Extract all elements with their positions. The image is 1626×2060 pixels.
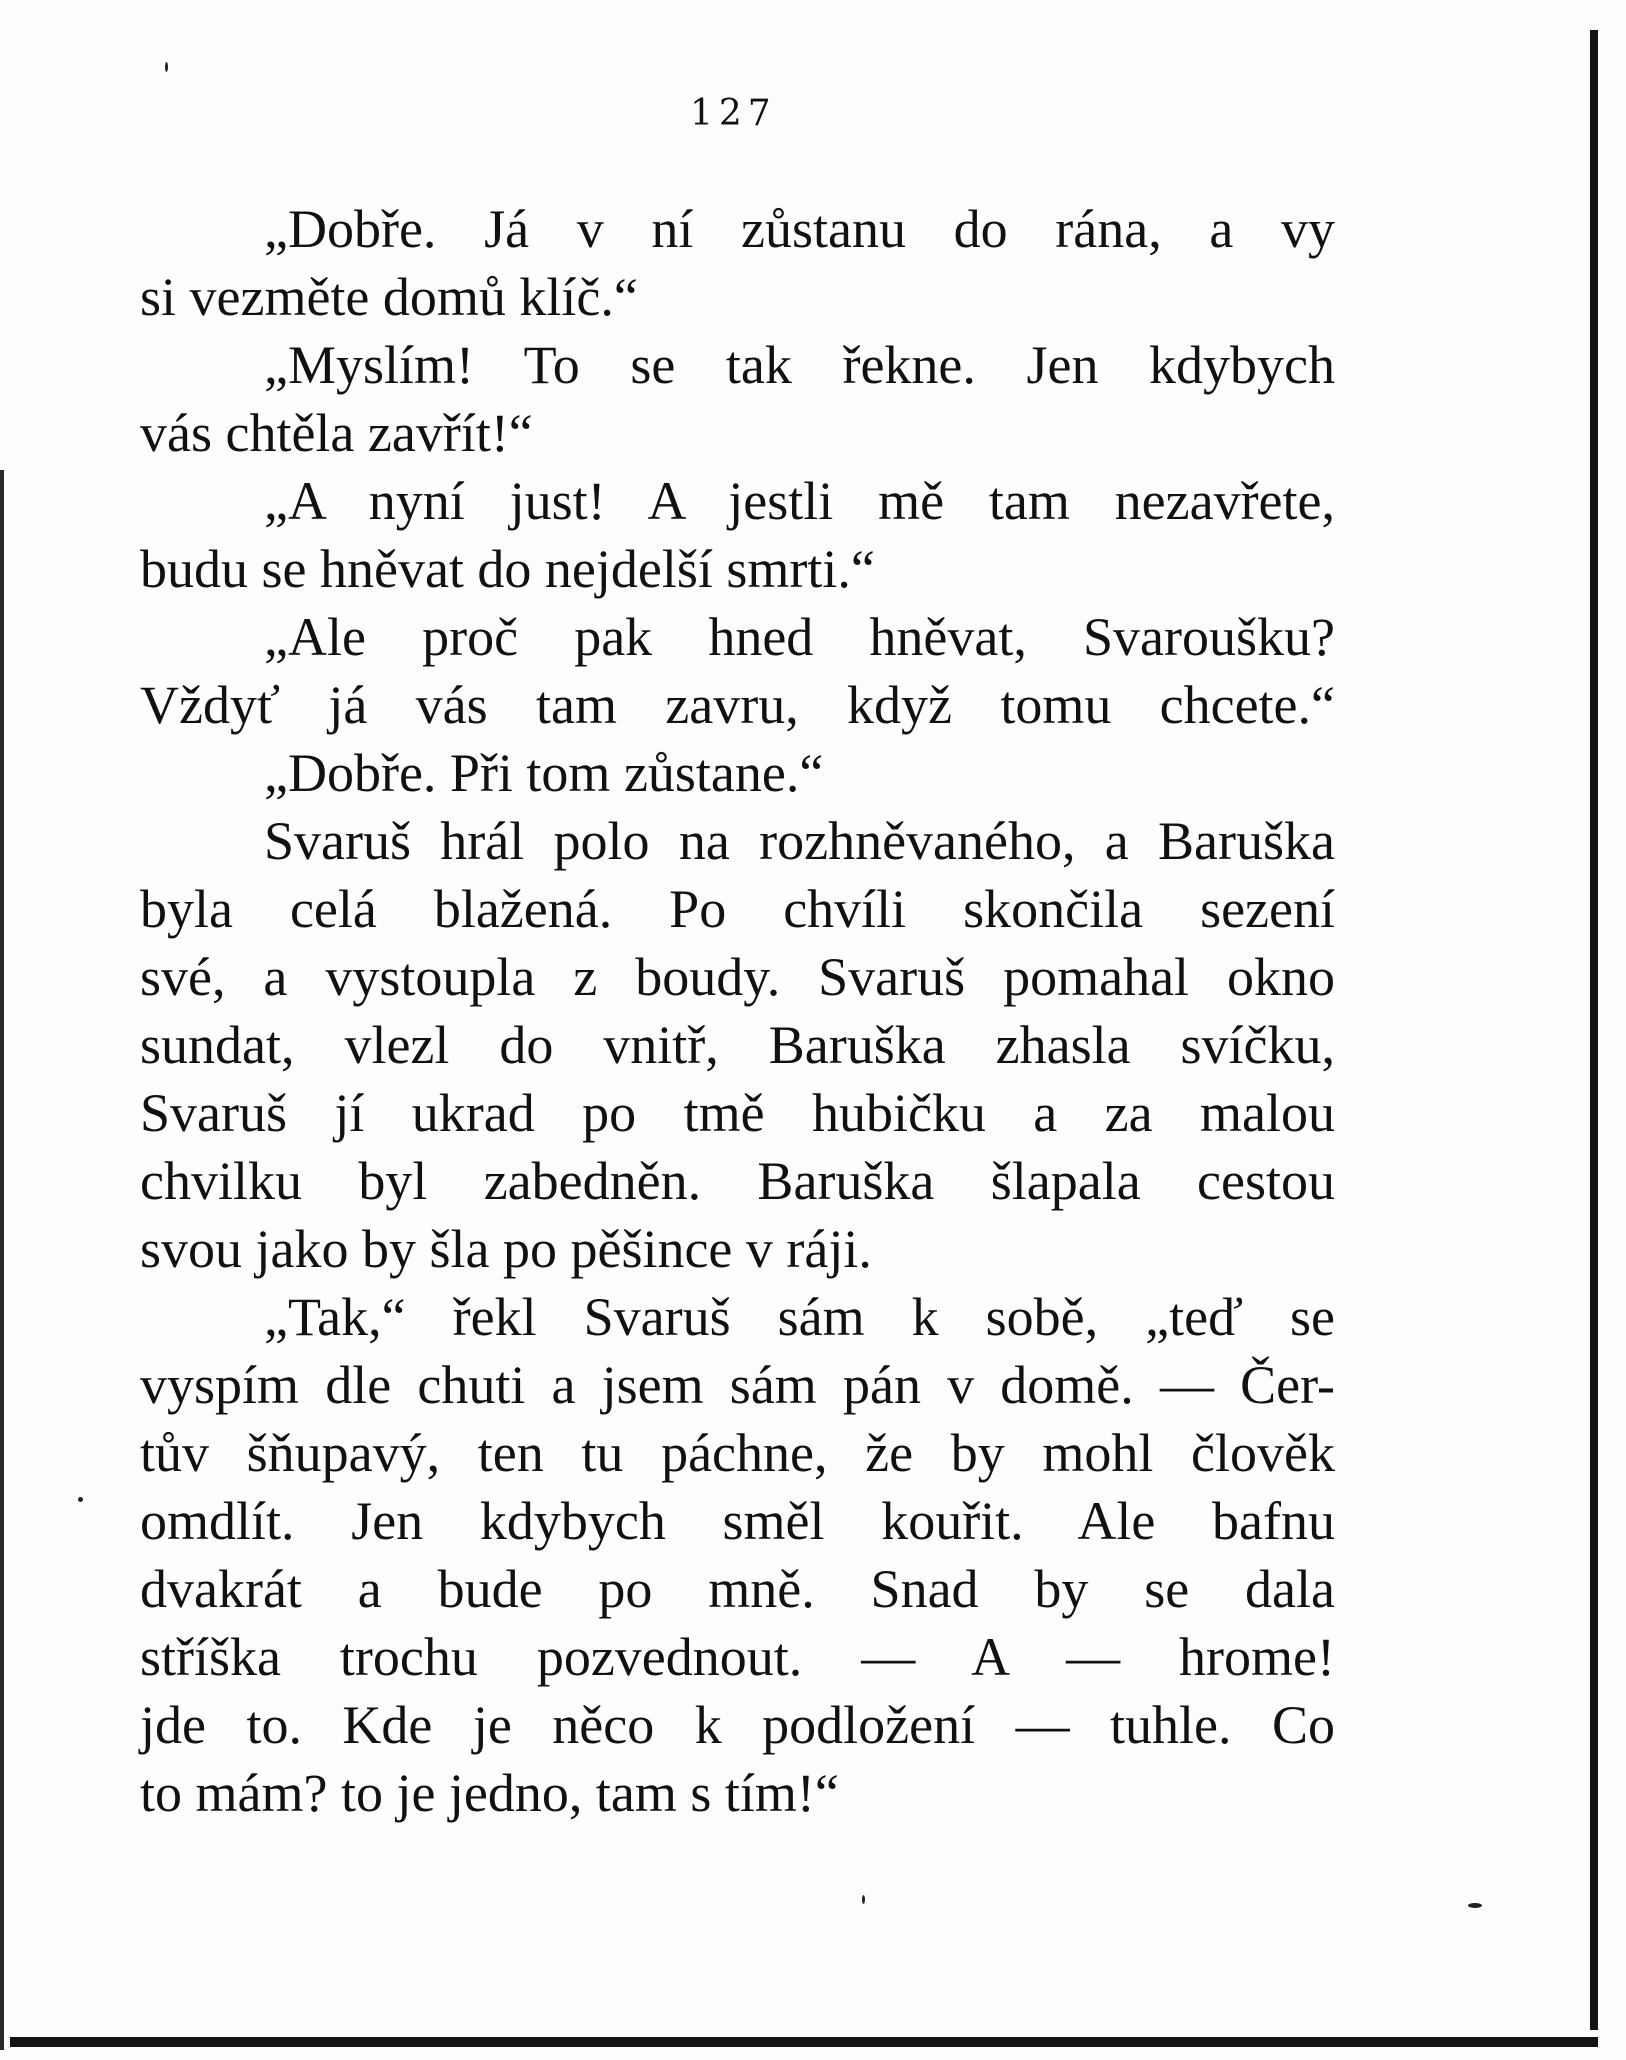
text-line: Svaruš jí ukrad po tmě hubičku a za malou: [140, 1083, 1335, 1143]
text-line: to mám? to je jedno, tam s tím!“: [140, 1763, 839, 1823]
text-line: „Myslím! To se tak řekne. Jen kdybych: [264, 335, 1335, 395]
text-line: „Tak,“ řekl Svaruš sám k sobě, „teď se: [264, 1287, 1335, 1347]
scan-speck: [165, 62, 168, 72]
scan-speck: [1468, 1903, 1482, 1908]
text-line: chvilku byl zabedněn. Baruška šlapala cestou: [140, 1151, 1335, 1211]
page-number: 127: [690, 93, 777, 134]
text-line: sundat, vlezl do vnitř, Baruška zhasla svíčku,: [140, 1015, 1335, 1075]
text-line: stříška trochu pozvednout. — A — hrome!: [140, 1627, 1335, 1687]
text-line: vyspím dle chuti a jsem sám pán v domě. — Čer-: [140, 1355, 1335, 1415]
text-line: budu se hněvat do nejdelší smrti.“: [140, 539, 875, 599]
text-line: „Dobře. Já v ní zůstanu do rána, a vy: [264, 199, 1335, 259]
scan-border-bottom: [10, 2037, 1598, 2047]
text-line: „A nyní just! A jestli mě tam nezavřete,: [264, 471, 1335, 531]
text-line: Svaruš hrál polo na rozhněvaného, a Baruška: [264, 811, 1335, 871]
scan-speck: [862, 1895, 865, 1904]
text-line: své, a vystoupla z boudy. Svaruš pomahal okno: [140, 947, 1335, 1007]
text-line: svou jako by šla po pěšince v ráji.: [140, 1219, 872, 1279]
text-line: vás chtěla zavřít!“: [140, 403, 533, 463]
text-line: „Ale proč pak hned hněvat, Svaroušku?: [264, 607, 1335, 667]
text-line: tův šňupavý, ten tu páchne, že by mohl člověk: [140, 1423, 1335, 1483]
text-line: Vždyť já vás tam zavru, když tomu chcete.“: [140, 675, 1335, 735]
scan-border-left: [0, 470, 4, 2050]
text-line: jde to. Kde je něco k podložení — tuhle. Co: [140, 1695, 1335, 1755]
text-line: byla celá blažená. Po chvíli skončila sezení: [140, 879, 1335, 939]
scan-border-right: [1590, 30, 1598, 2030]
text-line: si vezměte domů klíč.“: [140, 267, 638, 327]
body-text: [140, 195, 1335, 1827]
text-line: omdlít. Jen kdybych směl kouřit. Ale bafnu: [140, 1491, 1335, 1551]
text-line: „Dobře. Při tom zůstane.“: [264, 743, 824, 803]
text-line: dvakrát a bude po mně. Snad by se dala: [140, 1559, 1335, 1619]
scan-speck: [78, 1497, 83, 1502]
